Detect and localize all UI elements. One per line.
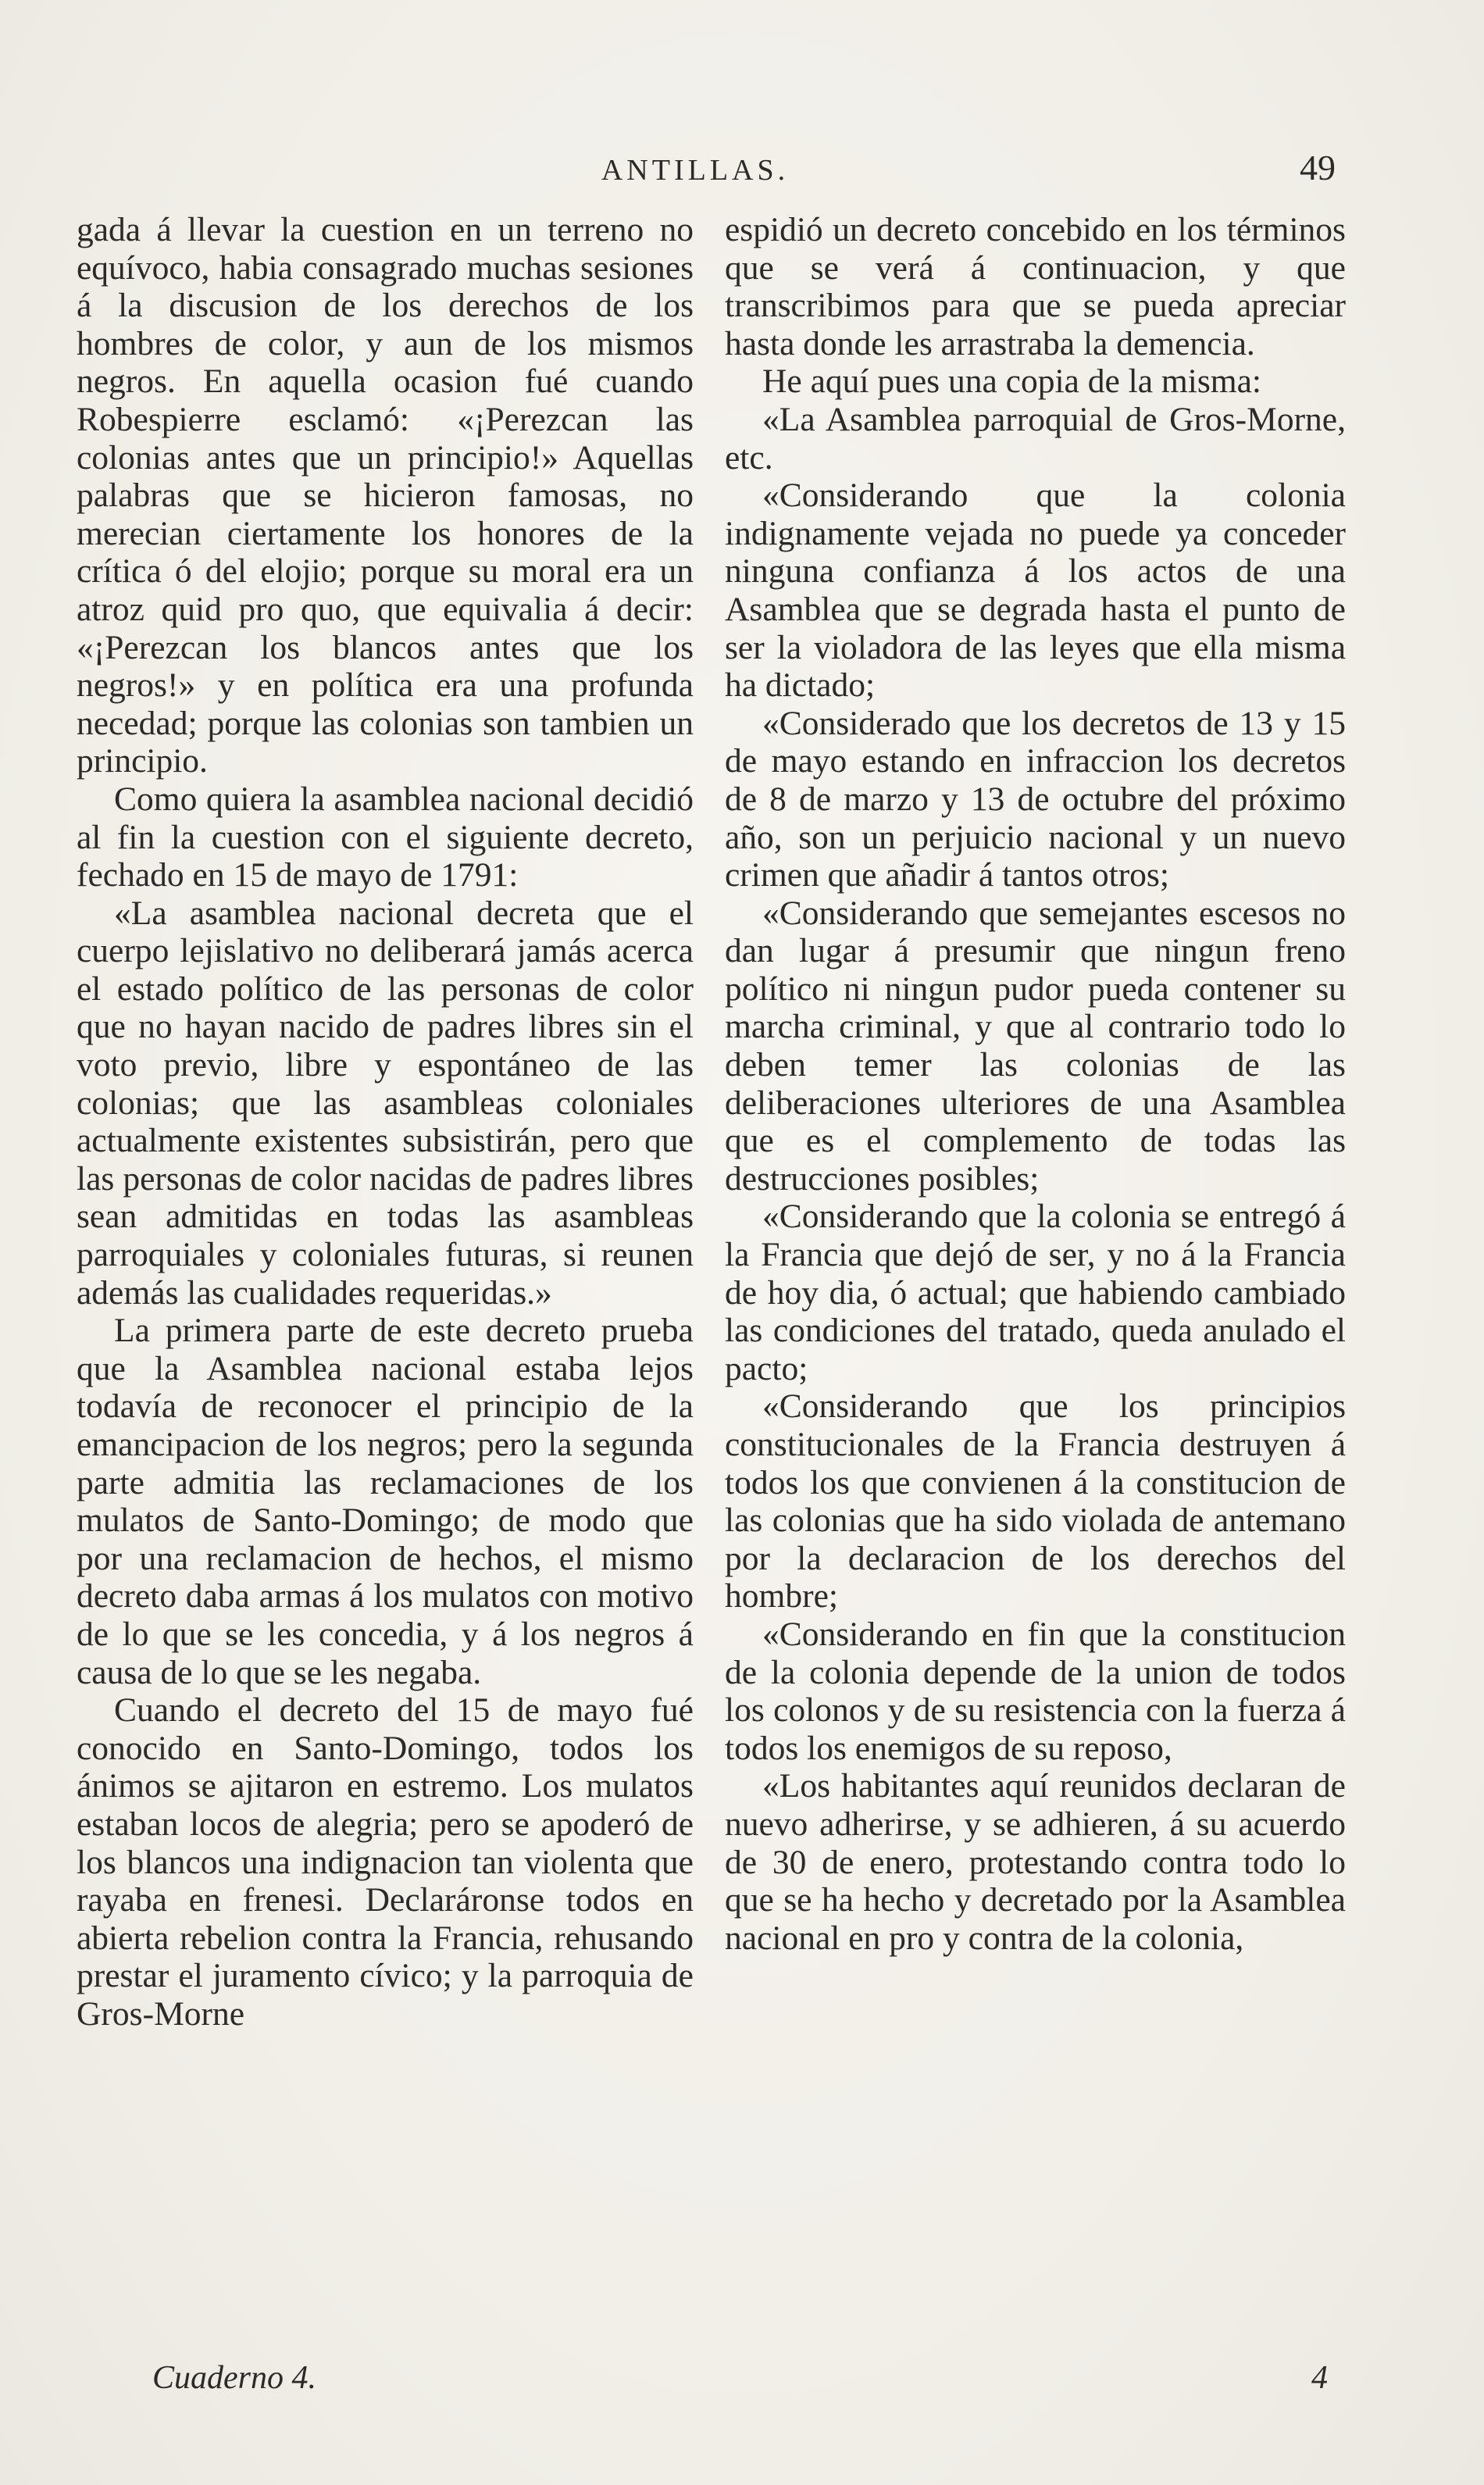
signature-mark: Cuaderno 4. <box>152 2360 316 2396</box>
right-column <box>725 211 1346 1957</box>
page-number: 49 <box>1300 148 1336 187</box>
paragraph: «Considerando que la colonia indignamente vejada no puede ya conceder ninguna confianza á los actos de una Asamblea que se degrada hasta el punto de ser la violadora de las leyes que ella misma ha dictado; <box>725 477 1346 705</box>
paragraph: «Los habitantes aquí reunidos declaran de nuevo adherirse, y se adhieren, á su acuerdo de 30 de enero, protestando contra todo lo que se ha hecho y decretado por la Asamblea nacional en pro y contra de la colonia, <box>725 1767 1346 1957</box>
paragraph: gada á llevar la cuestion en un terreno no equívoco, habia consagrado muchas sesiones á la discusion de los derechos de los hombres de color, y aun de los mismos negros. En aquella ocasion fué cuando Robespierre esclamó: «¡Perezcan las colonias antes que un principio!» Aquellas palabras que se hicieron famosas, no merecian ciertamente los honores de la crítica ó del elojio; porque su moral era un atroz quid pro quo, que equivalia á decir: «¡Perezcan los blancos antes que los negros!» y en política era una profunda necedad; porque las colonias son tambien un principio. <box>77 211 694 780</box>
paragraph: «Considerando que semejantes escesos no dan lugar á presumir que ningun freno político ni ningun pudor pueda contener su marcha criminal, y que al contrario todo lo deben temer las colonias de las deliberaciones ulteriores de una Asamblea que es el complemento de todas las destrucciones posibles; <box>725 894 1346 1198</box>
left-column <box>77 211 694 2033</box>
paragraph: «Considerado que los decretos de 13 y 15 de mayo estando en infraccion los decretos de 8 de marzo y 13 de octubre del próximo año, son un perjuicio nacional y un nuevo crimen que añadir á tantos otros; <box>725 704 1346 894</box>
page-footer <box>0 2359 1484 2414</box>
paragraph: «Considerando que los principios constitucionales de la Francia destruyen á todos los que convienen á la constitucion de las colonias que ha sido violada de antemano por la declaracion de los derechos del hombre; <box>725 1387 1346 1616</box>
paragraph: He aquí pues una copia de la misma: <box>762 362 1262 401</box>
running-title: ANTILLAS. <box>601 154 790 187</box>
sheet-number: 4 <box>1311 2360 1328 2396</box>
paragraph: «Considerando que la colonia se entregó á la Francia que dejó de ser, y no á la Francia de hoy dia, ó actual; que habiendo cambiado las condiciones del tratado, queda anulado el pacto; <box>725 1198 1346 1387</box>
paragraph: «Considerando en fin que la constitucion de la colonia depende de la union de todos los colonos y de su resistencia con la fuerza á todos los enemigos de su reposo, <box>725 1615 1346 1767</box>
paragraph: «La Asamblea parroquial de Gros-Morne, etc. <box>725 400 1346 477</box>
paragraph: La primera parte de este decreto prueba que la Asamblea nacional estaba lejos todavía de reconocer el principio de la emancipacion de los negros; pero la segunda parte admitia las reclamaciones de los mulatos de Santo-Domingo; de modo que por una reclamacion de hechos, el mismo decreto daba armas á los mulatos con motivo de lo que se les concedia, y á los negros á causa de lo que se les negaba. <box>77 1312 694 1691</box>
page-header <box>0 148 1484 208</box>
paragraph: «La asamblea nacional decreta que el cuerpo lejislativo no deliberará jamás acerca el estado político de las personas de color que no hayan nacido de padres libres sin el voto previo, libre y espontáneo de las colonias; que las asambleas coloniales actualmente existentes subsistirán, pero que las personas de color nacidas de padres libres sean admitidas en todas las asambleas parroquiales y coloniales futuras, si reunen además las cualidades requeridas.» <box>77 894 694 1312</box>
paragraph: espidió un decreto concebido en los términos que se verá á continuacion, y que transcribimos para que se pueda apreciar hasta donde les arrastraba la demencia. <box>725 211 1346 362</box>
paragraph: Como quiera la asamblea nacional decidió al fin la cuestion con el siguiente decreto, fechado en 15 de mayo de 1791: <box>77 780 694 894</box>
paragraph: Cuando el decreto del 15 de mayo fué conocido en Santo-Domingo, todos los ánimos se ajitaron en estremo. Los mulatos estaban locos de alegria; pero se apoderó de los blancos una indignacion tan violenta que rayaba en frenesi. Declaráronse todos en abierta rebelion contra la Francia, rehusando prestar el juramento cívico; y la parroquia de Gros-Morne <box>77 1691 694 2033</box>
